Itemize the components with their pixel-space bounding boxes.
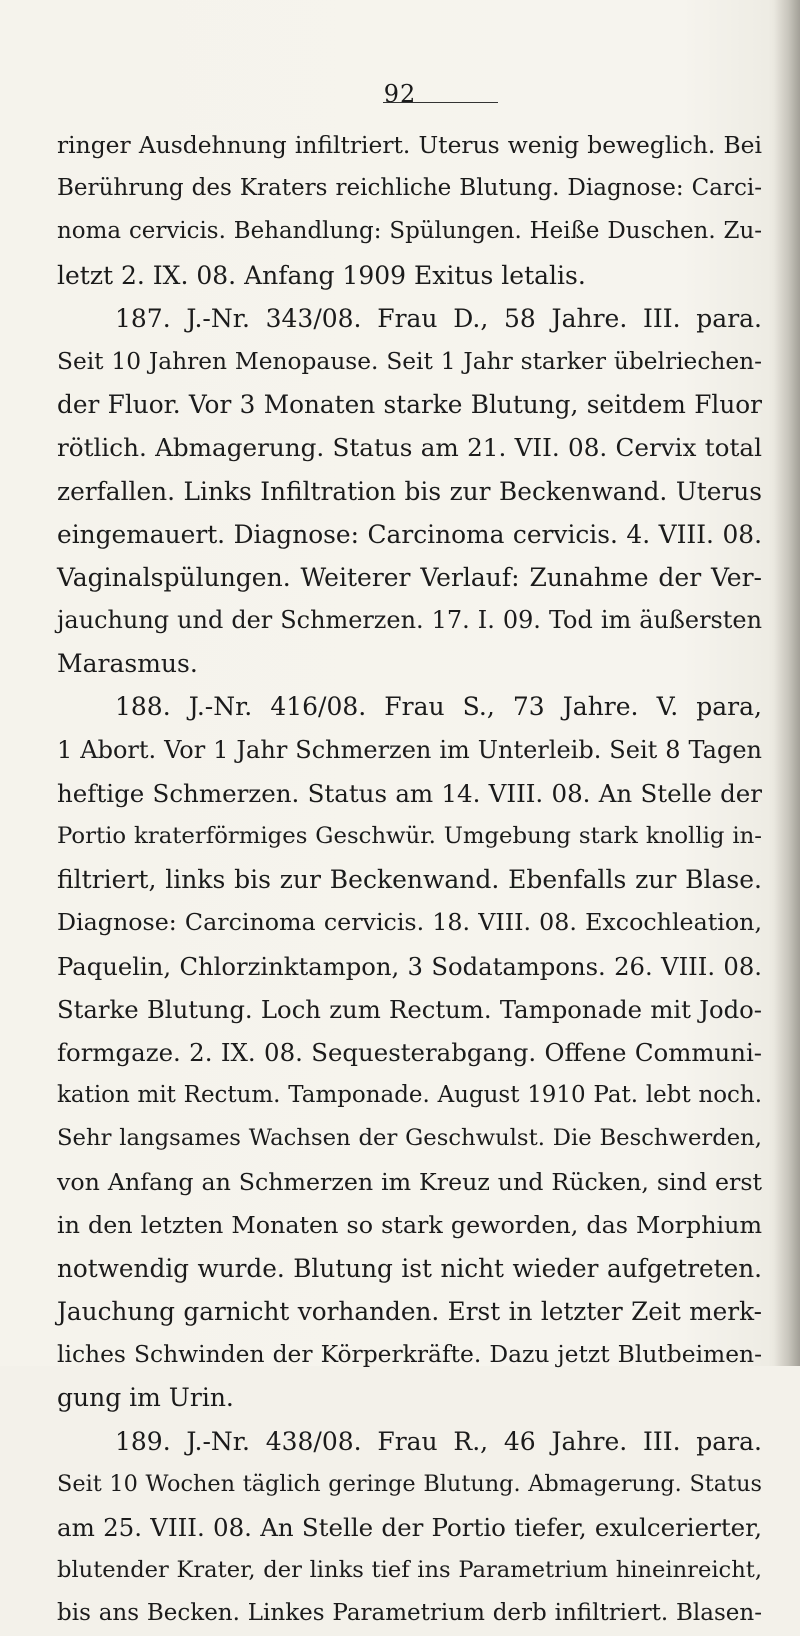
text-line: formgaze. 2. IX. 08. Sequesterabgang. Offene Communi-	[57, 1037, 762, 1067]
case-188-heading: 188. J.-Nr. 416/08. Frau S., 73 Jahre. V. para,	[115, 692, 762, 722]
text-line: heftige Schmerzen. Status am 14. VIII. 08. An Stelle der	[57, 778, 762, 808]
text-line: Starke Blutung. Loch zum Rectum. Tamponade mit Jodo-	[57, 994, 762, 1024]
text-line: in den letzten Monaten so stark geworden, das Morphium	[57, 1210, 762, 1239]
text-line: der Fluor. Vor 3 Monaten starke Blutung, seitdem Fluor	[57, 390, 762, 420]
text-line: eingemauert. Diagnose: Carcinoma cervicis. 4. VIII. 08.	[57, 519, 762, 549]
text-line: kation mit Rectum. Tamponade. August 1910 Pat. lebt noch.	[57, 1082, 762, 1109]
text-line: Seit 10 Wochen täglich geringe Blutung. Abmagerung. Status	[57, 1470, 762, 1497]
text-line: Portio kraterförmiges Geschwür. Umgebung stark knollig in-	[57, 823, 762, 849]
text-line: von Anfang an Schmerzen im Kreuz und Rücken, sind erst	[57, 1167, 762, 1196]
text-line: jauchung und der Schmerzen. 17. I. 09. Tod im äußersten	[57, 606, 762, 635]
text-line: ringer Ausdehnung infiltriert. Uterus wenig beweglich. Bei	[57, 131, 762, 159]
text-line: filtriert, links bis zur Beckenwand. Ebenfalls zur Blase.	[57, 865, 762, 895]
text-line: blutender Krater, der links tief ins Parametrium hineinreicht,	[57, 1557, 762, 1584]
header-rule	[383, 102, 498, 103]
page-number: 92	[383, 80, 417, 108]
text-line: Diagnose: Carcinoma cervicis. 18. VIII. 08. Excochleation,	[57, 908, 762, 937]
text-line: Jauchung garnicht vorhanden. Erst in letzter Zeit merk-	[57, 1297, 762, 1327]
text-line: Seit 10 Jahren Menopause. Seit 1 Jahr starker übelriechen-	[57, 347, 762, 375]
text-line: Marasmus.	[57, 649, 198, 679]
text-line: gung im Urin.	[57, 1383, 234, 1413]
text-line: notwendig wurde. Blutung ist nicht wieder aufgetreten.	[57, 1253, 762, 1283]
text-line: am 25. VIII. 08. An Stelle der Portio tiefer, exulcerierter,	[57, 1513, 762, 1542]
text-line: noma cervicis. Behandlung: Spülungen. Heiße Duschen. Zu-	[57, 218, 762, 245]
case-187-heading: 187. J.-Nr. 343/08. Frau D., 58 Jahre. III. para.	[115, 303, 762, 333]
text-line: 1 Abort. Vor 1 Jahr Schmerzen im Unterleib. Seit 8 Tagen	[57, 735, 762, 764]
text-line: liches Schwinden der Körperkräfte. Dazu jetzt Blutbeimen-	[57, 1340, 762, 1369]
text-line: Paquelin, Chlorzinktampon, 3 Sodatampons. 26. VIII. 08.	[57, 951, 762, 981]
text-line: zerfallen. Links Infiltration bis zur Beckenwand. Uterus	[57, 476, 762, 506]
case-189-heading: 189. J.-Nr. 438/08. Frau R., 46 Jahre. III. para.	[115, 1426, 762, 1456]
text-line: letzt 2. IX. 08. Anfang 1909 Exitus letalis.	[57, 260, 586, 290]
text-line: bis ans Becken. Linkes Parametrium derb infiltriert. Blasen-	[57, 1600, 762, 1627]
text-line: Vaginalspülungen. Weiterer Verlauf: Zunahme der Ver-	[57, 562, 762, 592]
text-line: Sehr langsames Wachsen der Geschwulst. Die Beschwerden,	[57, 1125, 762, 1152]
text-line: rötlich. Abmagerung. Status am 21. VII. 08. Cervix total	[57, 433, 762, 463]
text-line: Berührung des Kraters reichliche Blutung. Diagnose: Carci-	[57, 175, 762, 202]
body-text	[57, 124, 762, 1636]
page-edge-shadow	[774, 0, 800, 1366]
